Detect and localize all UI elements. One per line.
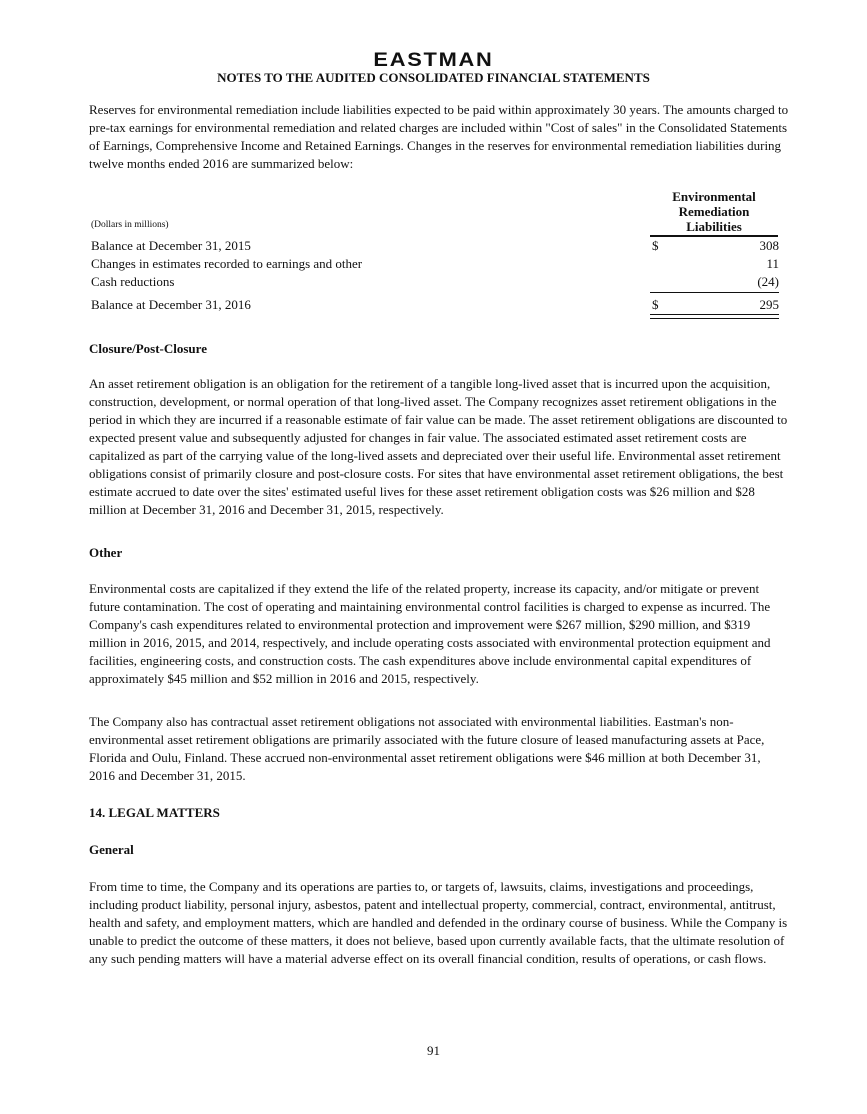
page-number: 91 bbox=[427, 1043, 440, 1058]
eastman-logo: EASTMAN bbox=[373, 50, 494, 71]
column-header-line-1: Environmental bbox=[672, 189, 756, 204]
subtotal-rule bbox=[650, 292, 779, 293]
column-header-line-3: Liabilities bbox=[686, 219, 742, 234]
other-heading: Other bbox=[89, 545, 123, 560]
row-value: 295 bbox=[759, 297, 779, 312]
closure-paragraph: An asset retirement obligation is an obligation for the retirement of a tangible long-lived asset that is incurred upon the acquisition, construction, development, or normal operation of that long-lived asset. The Company recognizes asset retirement obligations in the period in which they are incurred if a reasonable estimate of fair value can be made. The asset retirement obligations are discounted to expected present value and subsequently adjusted for changes in fair value. The associated estimated asset retirement costs are capitalized as part of the carrying value of the long-lived assets and depreciated over their useful life. Environmental asset retirement obligations consist of primarily closure and post-closure costs. For sites that have environmental asset retirement obligations, the best estimate accrued to date over the sites' estimated useful lives for these asset retirement obligation costs was $26 million and $28 million at December 31, 2016 and December 31, 2015, respectively. bbox=[89, 376, 788, 517]
row-currency: $ bbox=[652, 238, 659, 253]
row-label: Balance at December 31, 2016 bbox=[91, 297, 251, 312]
page-subtitle: NOTES TO THE AUDITED CONSOLIDATED FINANCIAL STATEMENTS bbox=[217, 70, 650, 85]
row-currency: $ bbox=[652, 297, 659, 312]
total-double-rule bbox=[650, 314, 779, 319]
column-header-rule bbox=[650, 235, 778, 237]
table-row bbox=[91, 274, 779, 292]
other-paragraph-1: Environmental costs are capitalized if they extend the life of the related property, increase its capacity, and/or mitigate or prevent future contamination. The cost of operating and maintaining environmental control facilities is charged to expense as incurred. The Company's cash expenditures related to environmental protection and improvement were $267 million, $290 million, and $319 million in 2016, 2015, and 2014, respectively, and include operating costs associated with environmental protection equipment and facilities, engineering costs, and construction costs. The cash expenditures above include environmental capital expenditures of approximately $45 million and $52 million in 2016 and 2015, respectively. bbox=[89, 581, 771, 686]
row-value: 11 bbox=[766, 256, 779, 271]
row-value: 308 bbox=[759, 238, 779, 253]
closure-heading: Closure/Post-Closure bbox=[89, 341, 207, 356]
row-label: Changes in estimates recorded to earnings and other bbox=[91, 256, 363, 271]
row-label: Balance at December 31, 2015 bbox=[91, 238, 251, 253]
other-paragraph-2: The Company also has contractual asset retirement obligations not associated with environmental liabilities. Eastman's non-environmental asset retirement obligations are primarily associated with the future closure of leased manufacturing assets at Pace, Florida and Oulu, Finland. These accrued non-environmental asset retirement obligations were $46 million at both December 31, 2016 and December 31, 2015. bbox=[89, 714, 765, 783]
legal-matters-heading: 14. LEGAL MATTERS bbox=[89, 805, 220, 820]
row-label: Cash reductions bbox=[91, 274, 175, 289]
column-header-line-2: Remediation bbox=[678, 204, 750, 219]
table-units-label: (Dollars in millions) bbox=[91, 220, 169, 230]
general-paragraph: From time to time, the Company and its operations are parties to, or targets of, lawsuits, claims, investigations and proceedings, including product liability, personal injury, asbestos, patent and intellectual property, commercial, contract, environmental, antitrust, health and safety, and employment matters, which are handled and defended in the ordinary course of business. While the Company is unable to predict the outcome of these matters, it does not believe, based upon currently available facts, that the ultimate resolution of any such pending matters will have a material adverse effect on its overall financial condition, results of operations, or cash flows. bbox=[89, 879, 788, 966]
table-row bbox=[91, 297, 779, 315]
table-row bbox=[91, 238, 779, 256]
general-heading: General bbox=[89, 842, 134, 857]
intro-paragraph: Reserves for environmental remediation include liabilities expected to be paid within approximately 30 years. The amounts charged to pre-tax earnings for environmental remediation and related charges are included within "Cost of sales" in the Consolidated Statements of Earnings, Comprehensive Income and Retained Earnings. Changes in the reserves for environmental remediation liabilities during twelve months ended 2016 are summarized below: bbox=[89, 102, 789, 171]
table-row bbox=[91, 256, 779, 274]
table-column-header bbox=[650, 189, 778, 234]
row-value: (24) bbox=[757, 274, 779, 289]
